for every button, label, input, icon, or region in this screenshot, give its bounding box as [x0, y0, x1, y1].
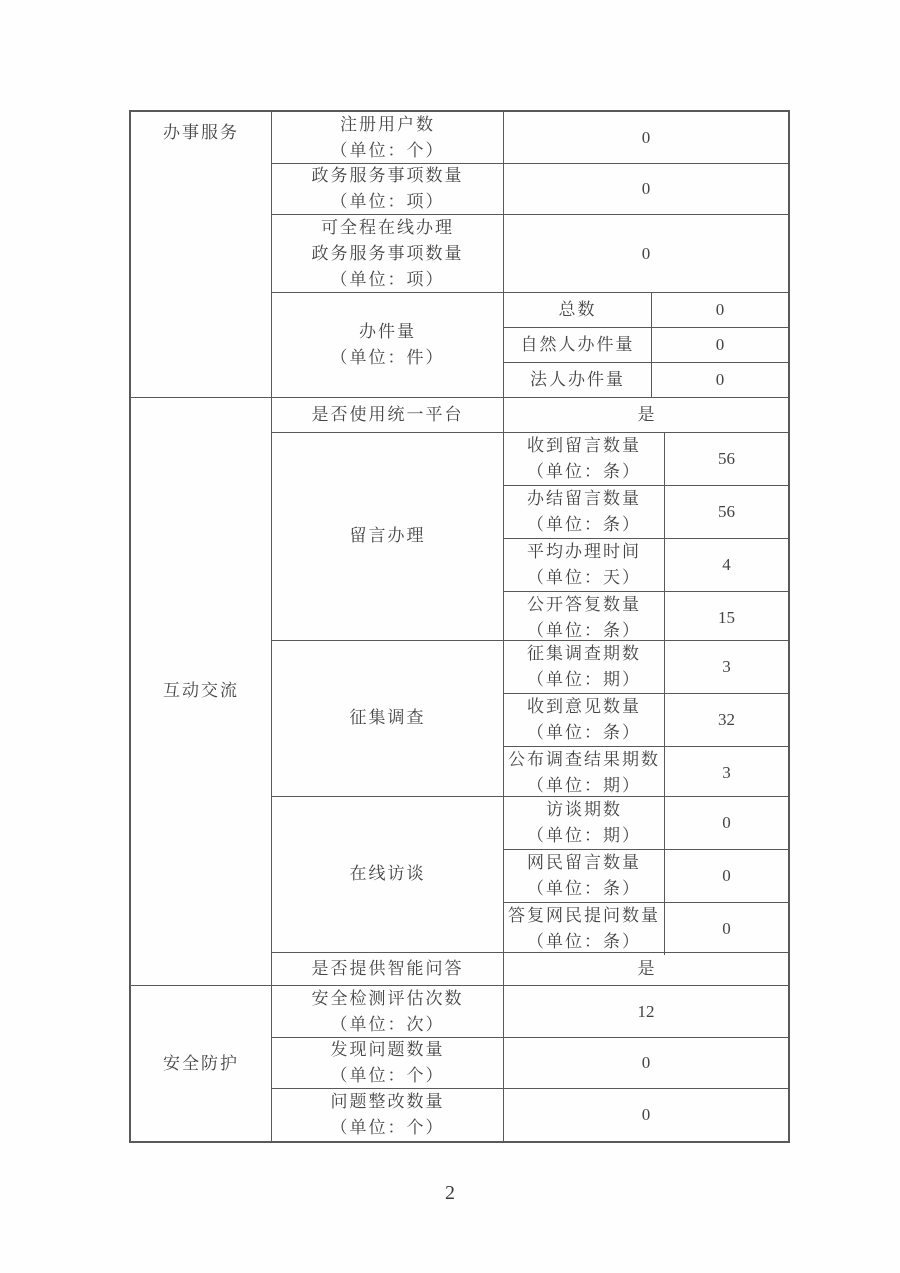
value-cell: 12 — [637, 1001, 655, 1021]
subitem-value: 0 — [715, 334, 725, 354]
table-row-group — [272, 641, 788, 797]
table-row — [272, 215, 788, 293]
sub-row — [504, 592, 788, 644]
table-row — [272, 1089, 788, 1141]
table-row — [272, 1038, 788, 1089]
subitem-label: 平均办理时间 （单位：天） — [504, 539, 665, 591]
subitem-value: 56 — [718, 448, 735, 468]
subitem-label: 法人办件量 — [504, 363, 652, 397]
subitem-value: 0 — [715, 299, 725, 319]
value-cell: 0 — [641, 179, 651, 198]
item-label: 注册用户数 （单位：个） — [272, 112, 504, 163]
sub-row — [504, 694, 788, 747]
table-row-group — [272, 797, 788, 953]
value-cell: 是 — [637, 958, 655, 978]
sub-row — [504, 539, 788, 592]
value-cell: 0 — [641, 243, 651, 263]
subitem-value: 0 — [722, 812, 731, 832]
subitem-value: 4 — [722, 554, 731, 574]
subitem-unit: （单位：期） — [527, 669, 641, 689]
item-unit: （单位：个） — [330, 1066, 445, 1085]
item-label: 办件量 （单位：件） — [272, 293, 504, 397]
subitem-label: 总数 — [504, 293, 652, 327]
table-row — [272, 986, 788, 1038]
subitem-label: 收到留言数量 （单位：条） — [504, 433, 665, 485]
category-cell — [131, 986, 272, 1141]
item-label: 安全检测评估次数 （单位：次） — [272, 986, 504, 1037]
subitem-unit: （单位：条） — [527, 514, 641, 534]
item-label: 是否提供智能问答 — [272, 953, 504, 985]
sub-table — [504, 797, 788, 952]
subitem-unit: （单位：条） — [527, 931, 641, 951]
subitem-value: 0 — [722, 918, 731, 938]
subitem-unit: （单位：条） — [527, 620, 641, 640]
subitem-value: 3 — [722, 762, 731, 782]
subitem-label: 公开答复数量 （单位：条） — [504, 592, 665, 644]
item-unit: （单位：次） — [330, 1014, 445, 1034]
table-row — [272, 398, 788, 433]
sub-table — [504, 433, 788, 640]
sub-row — [504, 433, 788, 486]
value-cell: 0 — [641, 1053, 651, 1072]
subitem-unit: （单位：条） — [527, 461, 641, 481]
item-label: 政务服务事项数量 （单位：项） — [272, 164, 504, 214]
section-service — [131, 112, 788, 398]
item-label: 征集调查 — [272, 641, 504, 796]
subitem-unit: （单位：期） — [527, 825, 641, 845]
subitem-unit: （单位：期） — [527, 775, 641, 795]
table-row — [272, 112, 788, 164]
sub-row — [504, 850, 788, 903]
sub-row — [504, 797, 788, 850]
subitem-label: 办结留言数量 （单位：条） — [504, 486, 665, 538]
sub-row — [504, 641, 788, 694]
section-interaction — [131, 398, 788, 986]
section-security — [131, 986, 788, 1141]
category-label: 安全防护 — [163, 1053, 239, 1073]
item-unit: （单位：个） — [330, 140, 445, 160]
table-row-group — [272, 293, 788, 397]
value-cell: 0 — [641, 1105, 651, 1124]
sub-row — [504, 903, 788, 955]
page-number: 2 — [445, 1182, 455, 1204]
statistics-table — [129, 110, 790, 1143]
item-label: 在线访谈 — [272, 797, 504, 952]
item-unit: （单位：件） — [330, 347, 445, 367]
item-label: 可全程在线办理 政务服务事项数量 （单位：项） — [272, 215, 504, 292]
sub-row — [504, 486, 788, 539]
subitem-value: 3 — [722, 656, 731, 676]
subitem-unit: （单位：条） — [527, 878, 641, 898]
sub-table — [504, 293, 788, 397]
subitem-label: 访谈期数 （单位：期） — [504, 797, 665, 849]
value-cell: 是 — [637, 404, 655, 424]
category-label: 互动交流 — [163, 681, 239, 701]
table-row — [272, 953, 788, 985]
subitem-value: 32 — [718, 709, 735, 729]
item-unit: （单位：项） — [330, 269, 445, 289]
sub-table — [504, 641, 788, 796]
item-unit: （单位：个） — [330, 1118, 445, 1137]
subitem-label: 答复网民提问数量 （单位：条） — [504, 903, 665, 955]
sub-row — [504, 363, 788, 397]
sub-row — [504, 328, 788, 363]
subitem-unit: （单位：条） — [527, 722, 641, 742]
item-label: 留言办理 — [272, 433, 504, 640]
sub-row — [504, 747, 788, 799]
category-cell — [131, 398, 272, 985]
sub-row — [504, 293, 788, 328]
subitem-label: 征集调查期数 （单位：期） — [504, 641, 665, 693]
item-unit: （单位：项） — [330, 192, 445, 211]
value-cell: 0 — [641, 127, 651, 147]
item-label: 问题整改数量 （单位：个） — [272, 1089, 504, 1141]
item-label: 是否使用统一平台 — [272, 398, 504, 432]
subitem-unit: （单位：天） — [527, 567, 641, 587]
subitem-label: 公布调查结果期数 （单位：期） — [504, 747, 665, 799]
subitem-value: 15 — [718, 607, 735, 627]
item-label: 发现问题数量 （单位：个） — [272, 1038, 504, 1088]
table-row — [272, 164, 788, 215]
table-row-group — [272, 433, 788, 641]
subitem-value: 0 — [722, 865, 731, 885]
subitem-value: 56 — [718, 501, 735, 521]
subitem-value: 0 — [715, 369, 725, 389]
category-label: 办事服务 — [163, 123, 239, 142]
subitem-label: 自然人办件量 — [504, 328, 652, 362]
category-cell — [131, 112, 272, 397]
subitem-label: 收到意见数量 （单位：条） — [504, 694, 665, 746]
subitem-label: 网民留言数量 （单位：条） — [504, 850, 665, 902]
